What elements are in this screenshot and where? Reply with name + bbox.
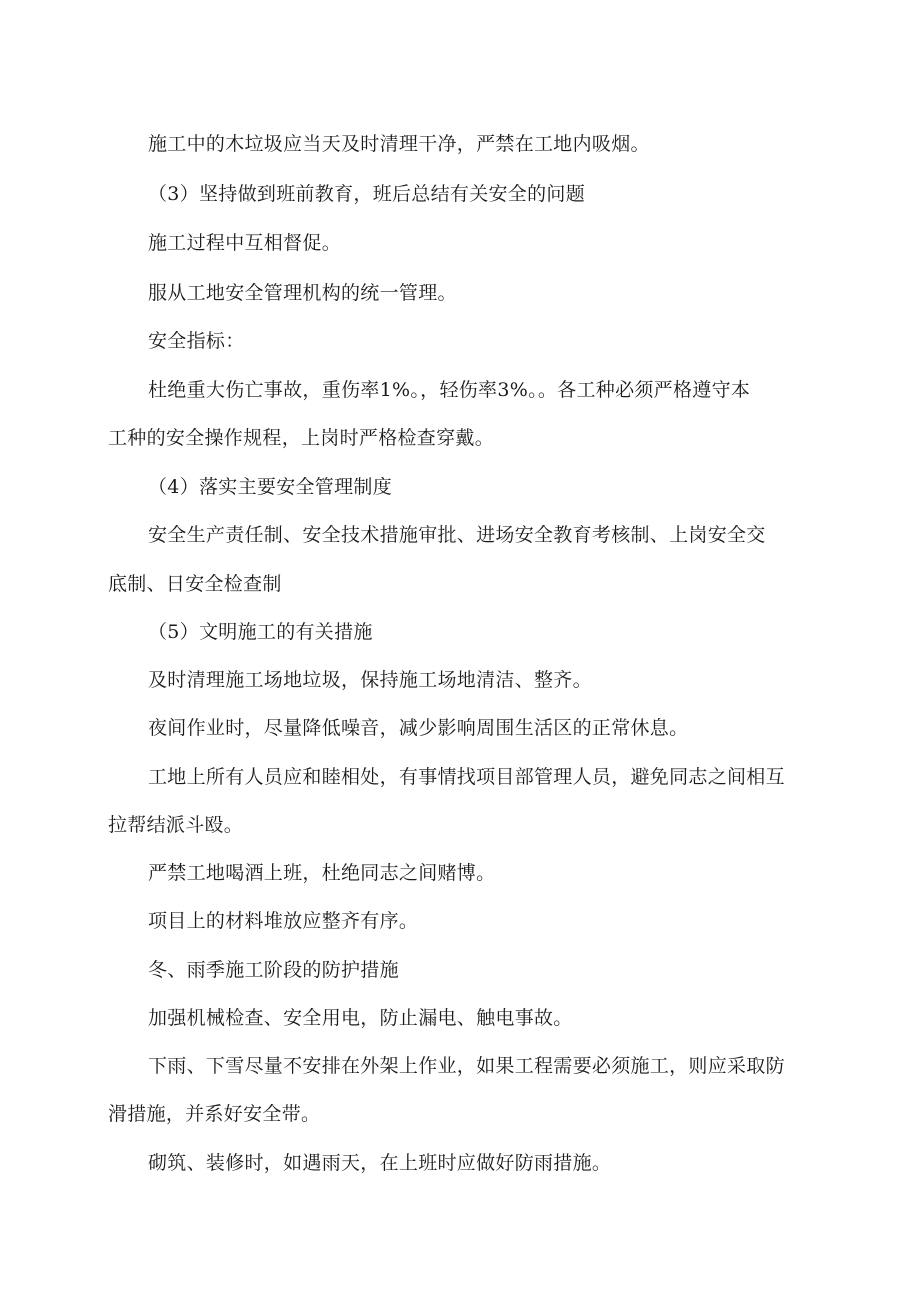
paragraph-line: 砌筑、装修时，如遇雨天，在上班时应做好防雨措施。: [148, 1152, 612, 1174]
paragraph-line: 安全生产责任制、安全技术措施审批、进场安全教育考核制、上岗安全交: [148, 524, 766, 546]
paragraph-line: 滑措施，并系好安全带。: [108, 1103, 321, 1125]
paragraph-line: 施工过程中互相督促。: [148, 232, 342, 254]
paragraph-line: 拉帮结派斗殴。: [108, 814, 244, 836]
paragraph-line: 夜间作业时，尽量降低噪音，减少影响周围生活区的正常休息。: [148, 717, 689, 739]
paragraph-line: 下雨、下雪尽量不安排在外架上作业，如果工程需要必须施工，则应采取防: [148, 1055, 785, 1077]
paragraph-line: 项目上的材料堆放应整齐有序。: [148, 910, 419, 932]
paragraph-line: 底制、日安全检查制: [108, 573, 282, 595]
paragraph-line: 及时清理施工场地垃圾，保持施工场地清洁、整齐。: [148, 669, 592, 691]
paragraph-line: 服从工地安全管理机构的统一管理。: [148, 282, 457, 304]
section-heading: （4）落实主要安全管理制度: [148, 476, 392, 498]
paragraph-line: 工地上所有人员应和睦相处，有事情找项目部管理人员，避免同志之间相互: [148, 766, 785, 788]
paragraph-line: 严禁工地喝酒上班，杜绝同志之间赌博。: [148, 862, 496, 884]
paragraph-line: 工种的安全操作规程，上岗时严格检查穿戴。: [108, 427, 495, 449]
paragraph-line: 杜绝重大伤亡事故，重伤率1%。，轻伤率3%。。各工种必须严格遵守本: [148, 379, 751, 401]
paragraph-line: 施工中的木垃圾应当天及时清理干净，严禁在工地内吸烟。: [148, 133, 650, 155]
paragraph-line: 加强机械检查、安全用电，防止漏电、触电事故。: [148, 1007, 573, 1029]
paragraph-line: 安全指标：: [148, 330, 245, 352]
section-heading: （3）坚持做到班前教育，班后总结有关安全的问题: [148, 183, 585, 205]
paragraph-line: 冬、雨季施工阶段的防护措施: [148, 959, 399, 981]
section-heading: （5）文明施工的有关措施: [148, 621, 373, 643]
